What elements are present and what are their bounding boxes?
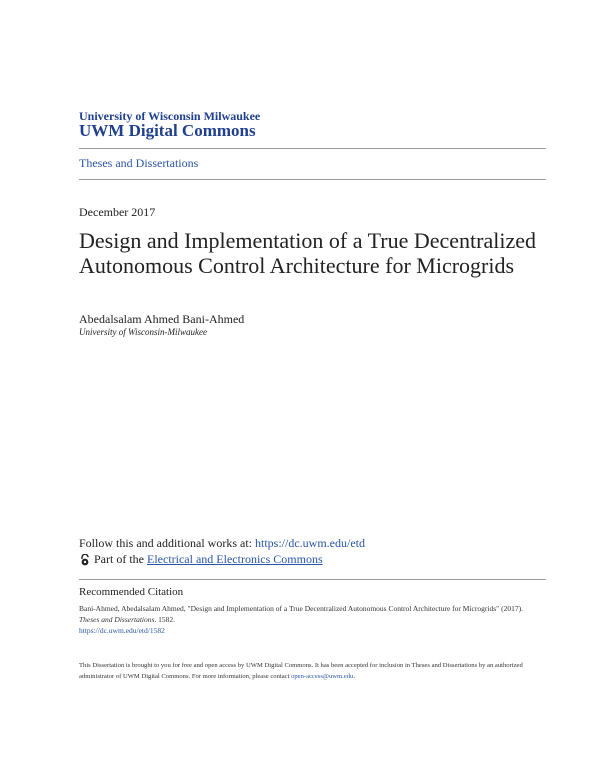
publication-date: December 2017 [79,205,156,219]
follow-line [79,536,365,551]
open-access-icon [79,554,91,566]
follow-prefix: Follow this and additional works at: [79,536,252,550]
document-title: Design and Implementation of a True Decentralized Autonomous Control Architecture for Microgrids [79,228,536,278]
citation-divider [79,579,546,580]
part-of-line [79,552,323,567]
notice-text: This Dissertation is brought to you for free and open access by UWM Digital Commons. It has been accepted for inclusion in Theses and Dissertations by an authorized administrator of UWM Digital Commons. For more information, please contact [79,662,523,680]
notice-suffix: . [353,673,355,680]
contact-email-link[interactable]: open-access@uwm.edu [291,673,354,680]
access-notice [79,660,544,682]
citation-url-link[interactable]: https://dc.uwm.edu/etd/1582 [79,626,165,635]
author-name: Abedalsalam Ahmed Bani-Ahmed [79,312,245,326]
citation-suffix: . 1582. [154,615,176,624]
university-name: University of Wisconsin Milwaukee [79,109,261,123]
citation-heading: Recommended Citation [79,586,184,598]
citation-series: Theses and Dissertations [79,615,155,624]
citation-text: Bani-Ahmed, Abedalsalam Ahmed, "Design and Implementation of a True Decentralized Autonomous Control Architecture for Microgrids" (2017). [79,604,523,613]
follow-url-link[interactable]: https://dc.uwm.edu/etd [255,536,365,550]
repository-name[interactable]: UWM Digital Commons [79,121,256,140]
part-of-prefix: Part of the [94,552,144,566]
citation-block [79,603,539,636]
author-affiliation: University of Wisconsin-Milwaukee [79,327,207,337]
collection-divider [79,179,546,180]
collection-link[interactable]: Theses and Dissertations [79,156,199,170]
header-divider [79,148,546,149]
commons-link[interactable]: Electrical and Electronics Commons [147,552,323,566]
